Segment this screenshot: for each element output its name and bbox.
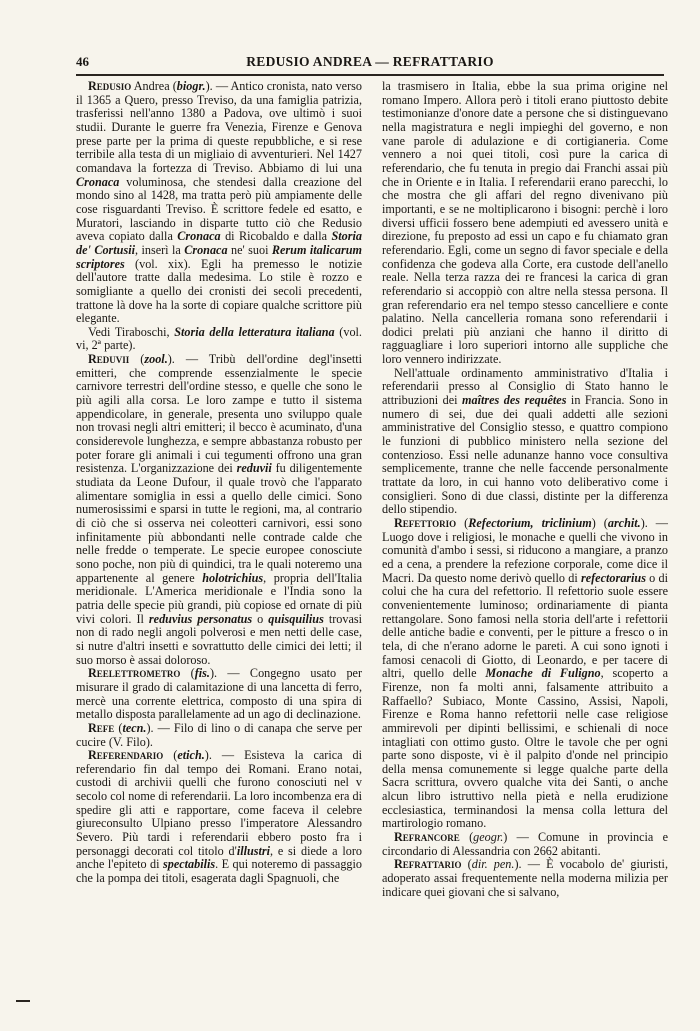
running-head: REDUSIO ANDREA — REFRATTARIO: [246, 54, 494, 69]
page-number: 46: [76, 54, 89, 69]
headword: Refettorio: [394, 516, 457, 530]
referendario-continued: la trasmisero in Italia, ebbe la sua prima origine nel romano Impero. Allora però i titoli erano piuttosto debite testimonianze d'onore date a persone che si distinguevano nella magistratura e negli impieghi del governo, e non vane parole di adulazione e di cortigianeria. Come vennero a noi quei titoli, così pure la carica di referendario, che fu tenuta in pregio dai Franchi assai più che in Oriente e in Italia. I referendarii erano parecchi, lo che mostra che gli affari del regno divenivano più importanti, e se ne moltiplicarono i bisogni: perchè i loro diversi ufficii fossero bene adempiuti ed avessero unità e direzione, fu preposto ad essi un capo e fu chiamato gran referendario. Egli, come un segno di favor speciale e della confidenza che godeva alla Corte, era custode dell'anello reale. Nella terza razza dei re francesi la carica di gran referendario si accoppiò con altre nella stessa persona. Il gran referendario era nel tempo stesso cancelliere e conte palatino. Nella cancelleria romana sono referendarii i dodici prelati più anziani che hanno il diritto di ragguagliare i loro superiori intorno alle suppliche che loro vennero indirizzate.: [382, 79, 668, 367]
headword: Referendario: [88, 748, 164, 763]
entry-refrancore: Refrancore (geogr.) — Comune in provincia e circondario di Alessandria con 2662 abitanti.: [382, 830, 668, 858]
headword: Refrancore: [394, 830, 460, 845]
headword: Reduvii: [88, 352, 130, 367]
headword: Reelettrometro: [88, 666, 181, 681]
entry-refe: Refe (tecn.). — Filo di lino o di canapa che serve per cucire (V. Filo).: [76, 720, 363, 749]
entry-reelettrometro: Reelettrometro (fis.). — Congegno usato per misurare il grado di calamitazione di una lancetta di ferro, mercè una corrente elettrica, composto di una spira di metallo disposta parallelamente ad un ago di declinazione.: [76, 666, 363, 722]
paragraph-consiglio-di-stato: Nell'attuale ordinamento amministrativo d'Italia i referendarii presso al Consiglio di Stato hanno le attribuzioni dei maîtres des requêtes in Francia. Sono in numero di sei, due dei quali addetti alle sezioni amministrative del Consiglio stesso, e quattro compiono le funzioni di pubblico ministero nella sezione del contenzioso. Essi nelle adunanze hanno voce consultiva semplicemente, tranne che nelle faccende personalmente trattate da loro, in cui hanno voto deliberativo come i consiglieri. Sono di due classi, distinte per la differenza dello stipendio.: [382, 365, 668, 517]
reference-tiraboschi: Vedi Tiraboschi, Storia della letteratura italiana (vol. vi, 2ª parte).: [76, 324, 362, 353]
entry-refrattario: Refrattario (dir. pen.). — È vocabolo de' giuristi, adoperato assai frequentemente nella moderna milizia per indicare quei giovani che si salvano,: [382, 857, 668, 899]
margin-mark: [16, 1000, 30, 1002]
text-columns: [76, 80, 668, 1020]
left-column: [76, 80, 362, 1020]
entry-redusio: Redusio Andrea (biogr.). — Antico cronista, nato verso il 1365 a Quero, presso Treviso, da una famiglia patrizia, trasferissi nell'anno 1380 a Padova, ove ultimò i suoi studii. Durante le guerre fra Venezia, Firenze e Genova prese parte per la prima di queste repubbliche, e si rese terribile alla testa di un migliaio di avventurieri. Nel 1427 comandava la fortezza di Treviso. Abbiamo di lui una Cronaca voluminosa, che stendesi dalla creazione del mondo sino al 1428, ma tratta però più ampiamente delle cose risguardanti Treviso. È scrittore fedele ed esatto, e Muratori, lasciando in disparte tutto ciò che Redusio aveva copiato dalla Cronaca di Ricobaldo e dalla Storia de' Cortusii, inserì la Cronaca ne' suoi Rerum italicarum scriptores (vol. xix). Egli ha premesso le notizie dell'autore tratte dalla medesima. Lo stile è rozzo e somigliante a quello dei cronisti dei secoli precedenti, trattone là dove ha la sorte di copiare qualche scrittore più elegante.: [76, 79, 363, 326]
headword: Refe: [88, 720, 115, 735]
entry-refettorio: Refettorio (Refectorium, triclinium) (archit.). — Luogo dove i religiosi, le monache e quelli che vivono in comunità d'ambo i sessi, si riducono a mangiare, a pranzo ed a cena, a prendere la refezione corporale, come dice il Macri. Da questo nome derivò quello di refectorarius o di colui che ha cura del refettorio. Il refettorio suole essere convenientemente luminoso; ordinariamente di pianta rettangolare. Sono famosi nella storia dell'arte i refettorii delle antiche badie e conventi, per le pitture a fresco o in tela, di che n'erano adorne le pareti. A cui sono ignoti i famosi cenacoli di Giotto, di Leonardo, e per tacere di altri, quello delle Monache di Fuligno, scoperto a Firenze, non fa molti anni, falsamente attribuito a Raffaello? Subiaco, Monte Cassino, Assisi, Napoli, Firenze e Roma hanno refettorii nelle case religiose ammirevoli per dipinti bellissimi, e schienali di noce intagliati con ottimo gusto. Oltre le tavole che per ogni parte sono disposte, vi è il palpito d'onde nel principio della mensa comunemente si legge qualche parte della Sacra scrittura, ovvero qualche vita dei Santi, o anche alcun libro istruttivo nella pietà e nella erudizione ecclesiastica, terminandosi la mensa colla lettura del martirologio romano.: [382, 516, 669, 831]
page-header: [76, 52, 664, 76]
headword: Refrattario: [394, 857, 462, 872]
entry-referendario: Referendario (etich.). — Esisteva la carica di referendario fin dal tempo dei Romani. Erano notai, custodi di archivii quelli che furono conosciuti nel v secolo col nome di referendarii. La loro incombenza era di spedire gli atti e rapportare, come faceva il celebre giureconsulto Ulpiano presso l'imperatore Alessandro Severo. Più tardi i referendarii ebbero posto fra i personaggi decorati col titolo d'illustri, e si diede a loro anche l'epiteto di spectabilis. E qui noteremo di passaggio che la pompa dei titoli, esagerata dagli Spagnuoli, che: [76, 748, 363, 886]
headword: Redusio: [88, 79, 132, 93]
entry-reduvii: Reduvii (zool.). — Tribù dell'ordine degl'insetti emitteri, che comprende essenzialmente le specie carnivore terrestri dell'ordine stesso, e quelle che sono le più agili alla corsa. Le loro zampe e tutto il sistema appendicolare, in generale, presenta uno sviluppo quale non trovasi negli altri emitteri; il becco è acuminato, d'una considerevole lunghezza, e sempre abbastanza robusto per poter forare gli animali i cui tegumenti offrono una gran resistenza. L'organizzazione dei reduvii fu diligentemente studiata da Leone Dufour, il quale trovò che l'apparato alimentare somiglia in essi a quello delle cimici. Sono numerosissimi e sparsi in tutte le regioni, ma, al contrario di ciò che si osserva nei coleotteri carnivori, essi sono infinitamente più abbondanti nelle contrade calde che nelle fredde o temperate. Le specie europee conosciute sono poche, non più di quindici, tra le quali noteremo una appartenente al genere holotrichius, propria dell'Italia meridionale. L'America meridionale e l'India sono la patria delle specie più grandi, più copiose ed ornate di più vivi colori. Il reduvius personatus o quisquilius trovasi non di rado negli angoli polverosi e men netti delle case, si nutre d'altri insetti e sovrattutto delle cimici dei letti; il suo morso è assai doloroso.: [76, 352, 363, 667]
right-column: [382, 80, 668, 1020]
